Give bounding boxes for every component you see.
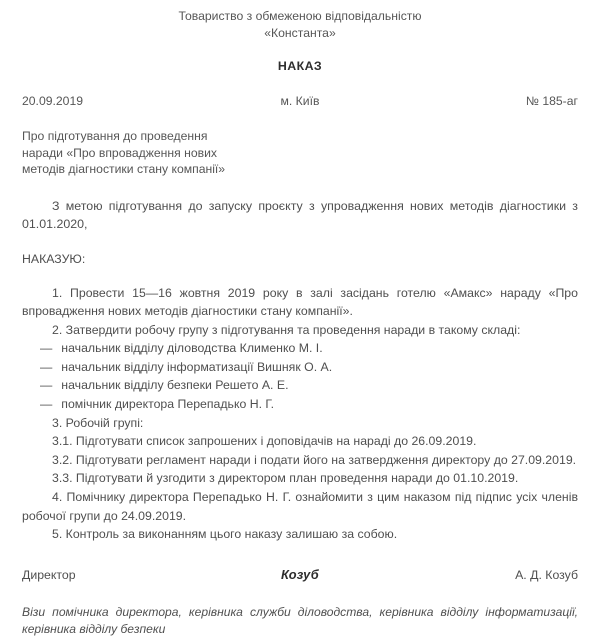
- dash-marker-icon: —: [40, 397, 53, 412]
- signature-row: [22, 567, 578, 582]
- list-item: [22, 376, 578, 395]
- dash-marker-icon: —: [40, 359, 53, 374]
- list-item-label: начальник відділу безпеки Решето А. Е.: [61, 378, 289, 393]
- organization-name-line-2: «Константа»: [264, 26, 336, 40]
- list-item: [22, 358, 578, 377]
- clause-item: 5. Контроль за виконанням цього наказу залишаю за собою.: [52, 527, 398, 542]
- clause-item: 3.2. Підготувати регламент наради і подати його на затвердження директору до 27.09.2019.: [52, 452, 577, 467]
- document-meta-row: [22, 94, 578, 108]
- dash-marker-icon: —: [40, 378, 53, 393]
- list-item-label: начальник відділу діловодства Клименко М. І.: [61, 341, 323, 356]
- working-group-member-list: [22, 339, 578, 413]
- list-item-label: начальник відділу інформатизації Вишняк О. А.: [61, 359, 333, 374]
- clause-item: 2. Затвердити робочу групу з підготування та проведення наради в такому складі:: [52, 322, 521, 337]
- document-number: № 185-аг: [525, 94, 578, 108]
- handwritten-signature: Козуб: [281, 566, 319, 582]
- signatory-name: А. Д. Козуб: [515, 567, 578, 582]
- list-item-label: помічник директора Перепадько Н. Г.: [61, 397, 275, 412]
- dash-marker-icon: —: [40, 341, 53, 356]
- visas-footer: Візи помічника директора, керівника служби діловодства, керівника відділу інформатизації, керівника відділу безпеки: [22, 604, 578, 636]
- clause-list: [22, 284, 578, 544]
- clause-item: 3.1. Підготувати список запрошених і доповідачів на нараді до 26.09.2019.: [52, 434, 477, 449]
- list-item: [22, 339, 578, 358]
- subject-line-2: наради «Про впровадження нових: [22, 145, 217, 160]
- clause-item: 3. Робочій групі:: [52, 415, 144, 430]
- signatory-role: Директор: [22, 567, 76, 582]
- organization-name-line-1: Товариство з обмеженою відповідальністю: [178, 9, 422, 23]
- preamble-paragraph: З метою підготування до запуску проєкту з упровадження нових методів діагностики з 01.01.2020,: [22, 198, 578, 231]
- clause-item: 1. Провести 15—16 жовтня 2019 року в залі засідань готелю «Амакс» нараду «Про впровадження нових методів діагностики стану компанії».: [22, 285, 578, 319]
- clause-item: 4. Помічнику директора Перепадько Н. Г. ознайомити з цим наказом під підпис усіх членів робочої групи до 24.09.2019.: [22, 490, 578, 523]
- clause-item: 3.3. Підготувати й узгодити з директором план проведення наради до 01.10.2019.: [52, 471, 519, 486]
- list-item: [22, 395, 578, 414]
- document-date: 20.09.2019: [22, 94, 83, 108]
- subject-line-1: Про підготування до проведення: [22, 129, 208, 143]
- subject-line-3: методів діагностики стану компанії»: [22, 162, 226, 176]
- document-subject: [22, 128, 352, 178]
- order-keyword: НАКАЗУЮ:: [22, 251, 86, 266]
- document-title: НАКАЗ: [277, 59, 323, 73]
- document-city: м. Київ: [280, 94, 320, 108]
- organization-block: [22, 0, 578, 42]
